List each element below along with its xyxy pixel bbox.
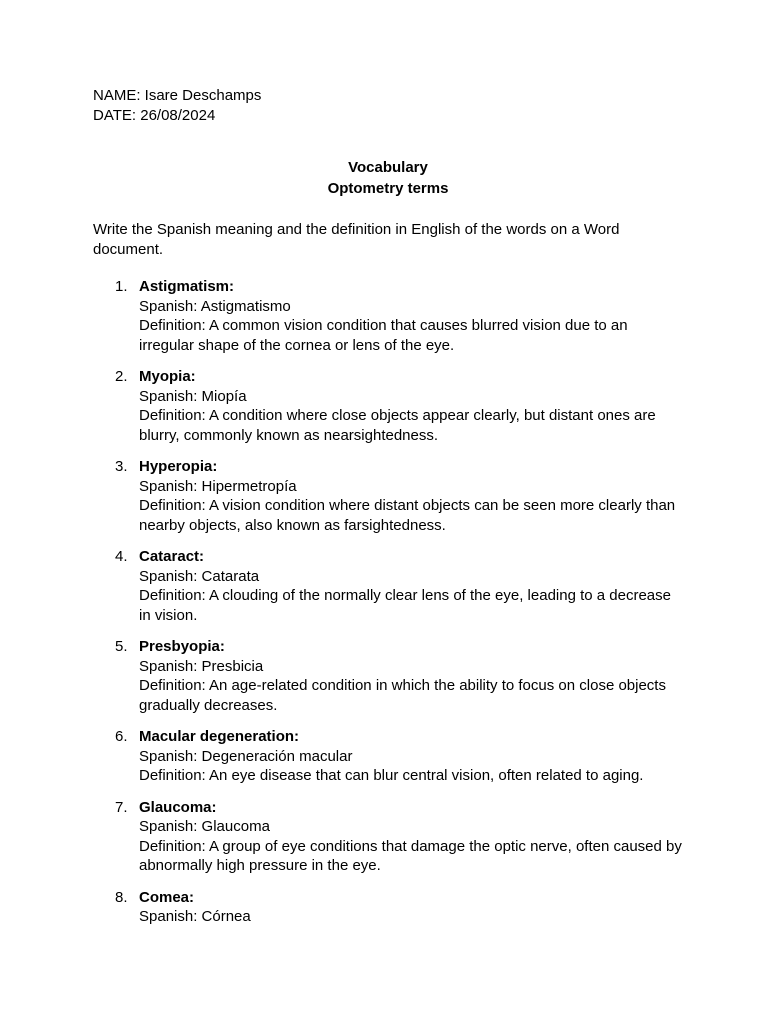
term-name: Cataract: — [139, 548, 205, 565]
term-spanish: Spanish: Catarata — [139, 567, 260, 585]
item-number: 4. — [115, 548, 128, 565]
list-item — [93, 277, 683, 355]
list-item — [93, 547, 683, 625]
term-name: Astigmatism: — [139, 278, 235, 295]
term-definition: Definition: A group of eye conditions that damage the optic nerve, often caused by abnormally high pressure in the eye. — [139, 837, 682, 874]
title-vocabulary: Vocabulary — [348, 159, 428, 176]
item-number: 3. — [115, 458, 128, 475]
term-name: Presbyopia: — [139, 638, 225, 655]
item-number: 8. — [115, 888, 128, 906]
term-spanish: Spanish: Córnea — [139, 908, 251, 925]
term-spanish: Spanish: Glaucoma — [139, 818, 270, 835]
item-number: 5. — [115, 638, 128, 655]
document-title — [93, 157, 683, 199]
term-spanish: Spanish: Hipermetropía — [139, 477, 297, 495]
term-definition: Definition: A common vision condition that causes blurred vision due to an irregular shape of the cornea or lens of the eye. — [139, 317, 628, 354]
item-number: 1. — [115, 278, 128, 295]
term-spanish: Spanish: Miopía — [139, 387, 247, 405]
instructions-paragraph: Write the Spanish meaning and the definition in English of the words on a Word document. — [93, 221, 620, 258]
term-spanish: Spanish: Presbicia — [139, 657, 264, 675]
term-name: Glaucoma: — [139, 798, 217, 816]
assignment-date: DATE: 26/08/2024 — [93, 106, 216, 124]
term-name: Macular degeneration: — [139, 728, 300, 745]
list-item — [93, 367, 683, 445]
term-name: Myopia: — [139, 368, 196, 385]
item-number: 7. — [115, 798, 128, 816]
title-subject: Optometry terms — [327, 180, 449, 197]
term-name: Hyperopia: — [139, 458, 218, 475]
item-number: 6. — [115, 728, 128, 745]
vocabulary-list — [93, 277, 683, 927]
list-item — [93, 798, 683, 876]
term-definition: Definition: A condition where close objects appear clearly, but distant ones are blurry, commonly known as nearsightedness. — [139, 407, 656, 444]
list-item — [93, 637, 683, 715]
term-spanish: Spanish: Astigmatismo — [139, 297, 291, 315]
list-item — [93, 457, 683, 535]
list-item — [93, 888, 683, 927]
term-definition: Definition: A clouding of the normally clear lens of the eye, leading to a decrease in vision. — [139, 587, 671, 624]
document-page — [93, 86, 683, 939]
term-definition: Definition: A vision condition where distant objects can be seen more clearly than nearby objects, also known as farsightedness. — [139, 497, 676, 534]
item-number: 2. — [115, 368, 128, 385]
list-item — [93, 727, 683, 786]
student-name: NAME: Isare Deschamps — [93, 87, 262, 104]
term-definition: Definition: An age-related condition in which the ability to focus on close objects gradually decreases. — [139, 677, 666, 714]
term-definition: Definition: An eye disease that can blur central vision, often related to aging. — [139, 767, 644, 784]
term-spanish: Spanish: Degeneración macular — [139, 747, 353, 765]
term-name: Comea: — [139, 888, 195, 906]
